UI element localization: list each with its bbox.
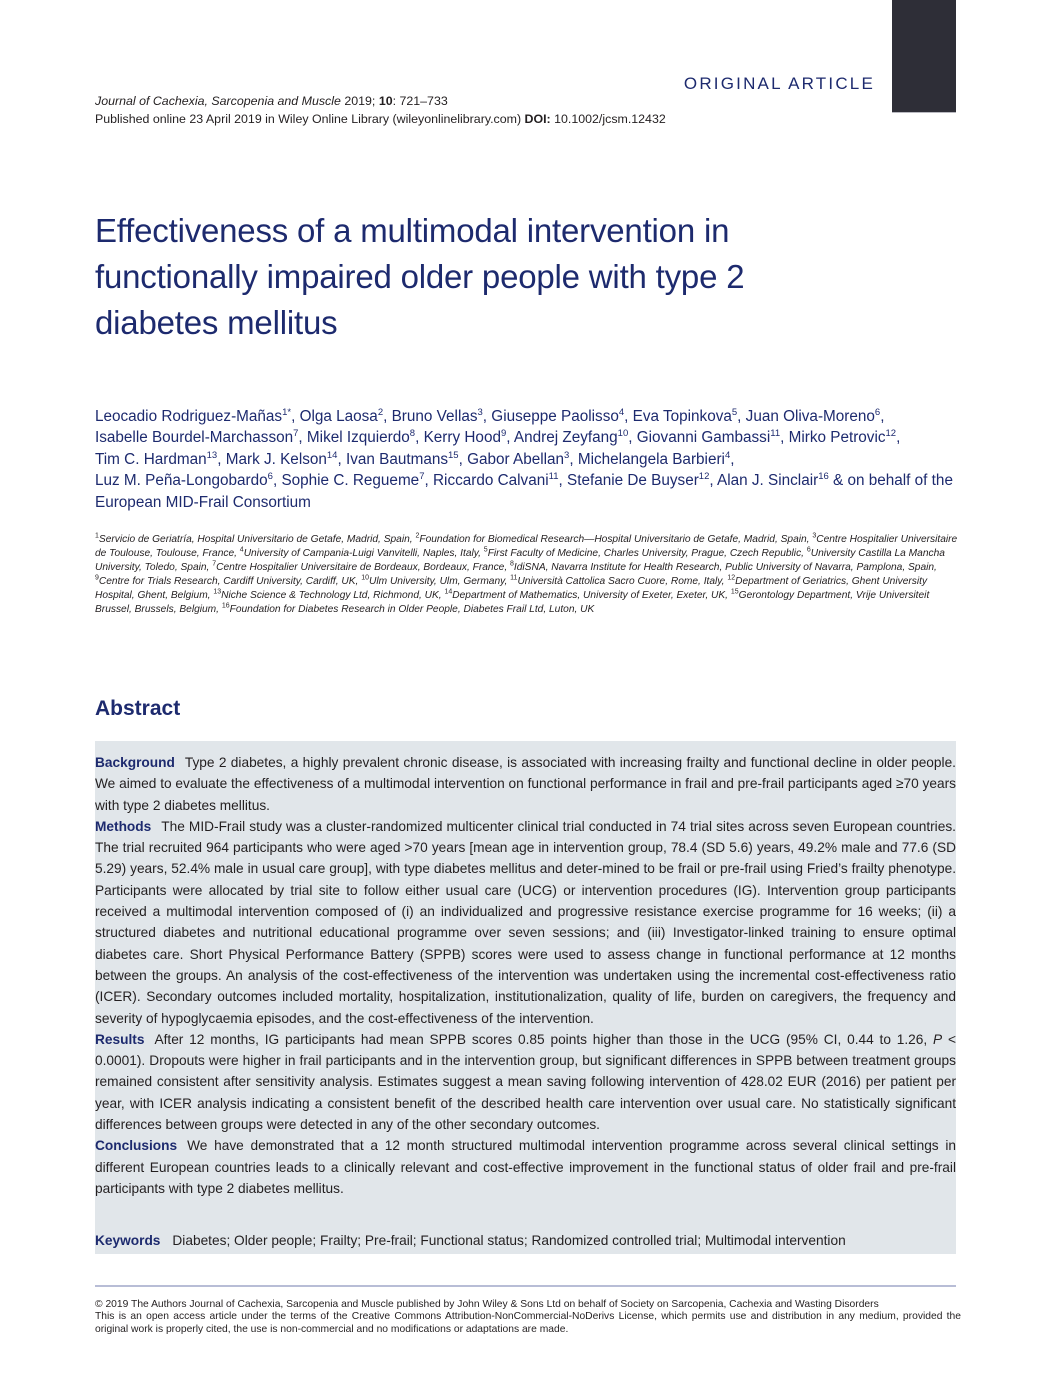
author-affiliation-ref: 5 [731,406,738,418]
keywords-text: Diabetes; Older people; Frailty; Pre-frail; Functional status; Randomized controlled trial; Multimodal intervention [172,1233,846,1248]
author-separator: , [506,429,514,447]
author-name[interactable]: Riccardo Calvani [433,472,549,490]
affiliation-text: Ulm University, Ulm, Germany, [369,576,511,587]
affiliation-text: First Faculty of Medicine, Charles University, Prague, Czech Republic, [487,548,807,559]
author-affiliation-ref: 10 [617,428,629,440]
doi-link[interactable]: 10.1002/jcsm.12432 [554,112,666,126]
affiliation-number: 10 [361,574,370,582]
author-name[interactable]: Giuseppe Paolisso [491,408,619,425]
p-value-symbol: P [933,1031,943,1047]
author-separator: , [624,408,633,425]
author-name[interactable]: Gabor Abellan [467,450,565,468]
affiliation-number: 7 [212,560,217,568]
author-name[interactable]: Luz M. Peña-Longobardo [95,472,268,490]
results-text: < 0.0001). Dropouts were higher in frail participants and in the intervention group, but significant differences in SPPB between treatment groups remained consistent after sensitivity analysis. Estimates suggest a mean saving following intervention of 428.02 EUR (2016) per patient per year, with ICER analysis indicating a consistent benefit of the described health care intervention over usual care. No statistically significant differences between groups were detected in any of the other secondary outcomes. [95,1031,957,1133]
abstract-conclusions [95,1135,956,1199]
affiliation-text: University of Campania-Luigi Vanvitelli, Naples, Italy, [243,548,484,559]
conclusions-text: We have demonstrated that a 12 month structured multimodal intervention programme across several clinical settings in different European countries leads to a clinically relevant and cost-effective improvement in the functional status of older frail and pre-frail participants with type 2 diabetes mellitus. [95,1138,956,1196]
author-name[interactable]: Leocadio Rodriguez-Mañas [95,408,283,425]
affiliation-text: Foundation for Biomedical Research—Hospital Universitario de Getafe, Madrid, Spain, [419,534,813,545]
author-separator: , [730,450,735,468]
abstract-results [95,1029,956,1135]
affiliation-number: 3 [812,532,817,540]
author-affiliation-ref: 13 [206,449,218,461]
affiliation-number: 9 [95,574,99,582]
results-text-pre: After 12 months, IG participants had mean SPPB scores 0.85 points higher than those in the UCG (95% CI, 0.44 to 1.26, [154,1031,934,1047]
affiliation-text: Gerontology Department, Vrije Universiteit Brussel, Brussels, Belgium, [95,590,930,615]
affiliation-number: 13 [213,588,222,596]
author-separator: , [896,429,901,447]
journal-pages: : 721–733 [392,94,448,108]
affiliation-text: Department of Mathematics, University of Exeter, Exeter, UK, [452,590,731,601]
background-label: Background [95,755,175,770]
author-name[interactable]: Eva Topinkova [632,408,732,425]
author-separator: , [628,429,637,447]
author-separator: & on behalf of the European MID-Frail Consortium [95,472,953,511]
affiliation-number: 16 [221,602,230,610]
author-separator: , [415,429,424,447]
journal-volume: 10 [378,94,393,108]
author-name[interactable]: Alan J. Sinclair [717,472,819,490]
abstract-body [95,752,956,1199]
author-separator: , [272,472,282,490]
author-separator: , [880,408,885,425]
author-affiliation-ref: 1* [282,406,292,418]
affiliation-number: 8 [510,560,514,568]
affiliation-text: IdiSNA, Navarra Institute for Health Research, Public University of Navarra, Pamplona, Spain, [513,562,937,573]
author-affiliation-ref: 6 [874,406,881,418]
affiliation-list [95,533,961,617]
affiliation-text: Servicio de Geriatría, Hospital Universitario de Getafe, Madrid, Spain, [98,534,416,545]
journal-citation [95,93,448,110]
published-text: Published online 23 April 2019 in Wiley Online Library (wileyonlinelibrary.com) [95,112,522,126]
author-affiliation-ref: 9 [500,428,507,440]
author-name[interactable]: Giovanni Gambassi [636,429,771,447]
author-name[interactable]: Mikel Izquierdo [306,429,410,447]
author-name[interactable]: Andrej Zeyfang [513,429,618,447]
author-affiliation-ref: 16 [818,471,829,483]
author-affiliation-ref: 15 [448,449,459,461]
methods-text: The MID-Frail study was a cluster-randomized multicenter clinical trial conducted in 74 trial sites across seven European countries. The trial recruited 964 participants who were aged >70 years [mean age in intervention group, 78.4 (SD 5.6) years, 49.2% male and 77.6 (SD 5.29) years, 52.4% male in usual care group], with type diabetes mellitus and deter-mined to be frail or pre-frail using Fried’s frailty phenotype. Participants were allocated by trial site to follow either usual care (UCG) or intervention procedures (IG). Intervention group participants received a multimodal intervention composed of (i) an individualized and progressive resistance exercise programme for 16 weeks; (ii) a structured diabetes and nutritional educational programme over seven sessions; and (iii) Investigator-linked training to ensure optimal diabetes care. Short Physical Performance Battery (SPPB) scores were used to assess change in functional performance at 12 months between the groups. An analysis of the cost-effectiveness of the intervention was undertaken using the incremental cost-effectiveness ratio (ICER). Secondary outcomes included mortality, hospitalization, institutionalization, quality of life, burden on caregivers, the frequency and severity of hypoglycaemia episodes, and the cost-effectiveness of the intervention. [95,818,956,1026]
affiliation-number: 4 [239,546,244,554]
affiliation-number: 15 [730,588,739,596]
author-separator: , [558,472,567,490]
affiliation-text: Foundation for Diabetes Research in Older People, Diabetes Frail Ltd, Luton, UK [229,604,595,615]
abstract-methods [95,816,956,1029]
author-separator: , [291,408,300,425]
author-name[interactable]: Mirko Petrovic [788,429,886,447]
author-separator: , [458,450,468,468]
background-text: Type 2 diabetes, a highly prevalent chronic disease, is associated with increasing frailty and functional decline in older people. We aimed to evaluate the effectiveness of a multimodal intervention on functional performance in frail and pre-frail participants aged ≥70 years with type 2 diabetes mellitus. [95,755,956,813]
affiliation-number: 1 [95,532,99,540]
author-name[interactable]: Juan Oliva-Moreno [745,408,875,425]
article-title: Effectiveness of a multimodal intervention in functionally impaired older people with type 2 diabetes mellitus [95,212,745,341]
author-name[interactable]: Kerry Hood [423,429,501,447]
abstract-heading: Abstract [95,697,181,720]
author-separator: , [337,450,346,468]
publication-info [95,111,666,128]
author-name[interactable]: Bruno Vellas [391,408,478,425]
author-separator: , [709,472,718,490]
affiliation-text: Department of Geriatrics, Ghent University Hospital, Ghent, Belgium, [95,576,928,601]
affiliation-number: 12 [727,574,736,582]
author-separator: , [424,472,433,490]
author-affiliation-ref: 7 [293,428,299,440]
keywords-label: Keywords [95,1233,161,1248]
affiliation-text: Centre for Trials Research, Cardiff University, Cardiff, UK, [98,576,362,587]
doi-label: DOI: [524,112,551,126]
author-separator: , [569,450,578,468]
author-affiliation-ref: 3 [564,449,570,461]
methods-label: Methods [95,818,152,834]
conclusions-label: Conclusions [95,1138,178,1154]
author-separator: , [737,408,746,425]
copyright-line: © 2019 The Authors Journal of Cachexia, Sarcopenia and Muscle published by John Wiley & Sons Ltd on behalf of Society on Sarcopenia, Cachexia and Wasting Disorders [95,1299,879,1310]
abstract-background [95,752,956,816]
affiliation-number: 11 [510,574,518,582]
author-name[interactable]: Mark J. Kelson [225,450,327,468]
author-affiliation-ref: 8 [409,428,416,440]
author-separator: , [482,408,492,425]
author-affiliation-ref: 7 [419,471,425,483]
author-affiliation-ref: 4 [618,406,625,418]
author-list [95,406,961,513]
affiliation-text: Centre Hospitalier Universitaire de Bordeaux, Bordeaux, France, [216,562,511,573]
author-affiliation-ref: 11 [548,471,559,483]
author-affiliation-ref: 11 [770,428,781,440]
author-affiliation-ref: 6 [267,471,273,483]
copyright-footer [95,1299,961,1336]
author-affiliation-ref: 12 [885,428,897,440]
author-affiliation-ref: 2 [377,406,384,418]
keywords [95,1231,956,1251]
affiliation-text: Università Cattolica Sacro Cuore, Rome, Italy, [517,576,728,587]
journal-name: Journal of Cachexia, Sarcopenia and Muscle [95,94,341,108]
author-affiliation-ref: 4 [724,449,731,461]
author-separator: , [217,450,226,468]
author-name[interactable]: Isabelle Bourdel-Marchasson [95,429,294,447]
affiliation-number: 2 [415,532,420,540]
footer-divider [95,1285,956,1287]
author-separator: , [298,429,307,447]
decorative-side-bar [892,0,956,113]
affiliation-number: 14 [444,588,453,596]
author-name[interactable]: Tim C. Hardman [95,450,207,468]
results-label: Results [95,1031,145,1047]
author-name[interactable]: Michelangela Barbieri [577,450,725,468]
affiliation-number: 6 [806,546,811,554]
article-type-label: ORIGINAL ARTICLE [683,74,875,93]
author-name[interactable]: Stefanie De Buyser [567,472,699,490]
author-name[interactable]: Sophie C. Regueme [281,472,420,490]
affiliation-text: University Castilla La Mancha University, Toledo, Spain, [95,548,945,573]
affiliation-number: 5 [483,546,488,554]
author-separator: , [780,429,789,447]
author-name[interactable]: Olga Laosa [299,408,378,425]
author-affiliation-ref: 14 [326,449,338,461]
journal-year: 2019; [344,94,376,108]
license-line: This is an open access article under the terms of the Creative Commons Attribution-NonCommercial-NoDerivs License, which permits use and distribution in any medium, provided the original work is properly cited, the use is non-commercial and no modifications or adaptations are made. [95,1311,961,1335]
author-affiliation-ref: 12 [698,471,710,483]
author-name[interactable]: Ivan Bautmans [345,450,449,468]
author-separator: , [383,408,392,425]
author-affiliation-ref: 3 [477,406,483,418]
affiliation-text: Centre Hospitalier Universitaire de Toulouse, Toulouse, France, [95,534,958,559]
affiliation-text: Niche Science & Technology Ltd, Richmond, UK, [221,590,445,601]
